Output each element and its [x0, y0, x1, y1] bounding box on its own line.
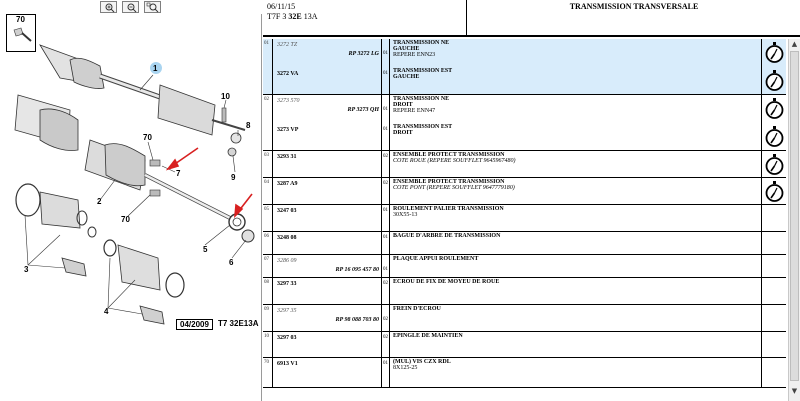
- description-cell: [391, 205, 762, 231]
- part-number[interactable]: 3297 03: [277, 335, 297, 341]
- part-number[interactable]: 3272 VA: [277, 71, 299, 77]
- description-cell: [391, 332, 762, 357]
- description-cell: [391, 278, 762, 304]
- description-cell: [391, 255, 762, 277]
- quantity: 01: [383, 127, 388, 132]
- parts-row[interactable]: [263, 39, 786, 95]
- parts-pane: [263, 0, 800, 401]
- diagram-toolbar: [0, 0, 262, 14]
- part-number[interactable]: 3286 09: [277, 258, 297, 264]
- parts-header: [263, 0, 800, 37]
- description-line: REPERE ENN47: [393, 108, 436, 114]
- description-line: PLAQUE APPUI ROULEMENT: [393, 256, 479, 262]
- parts-row[interactable]: [263, 278, 786, 305]
- description-line: TRANSMISSION EST: [393, 68, 453, 74]
- page-title: TRANSMISSION TRANSVERSALE: [569, 2, 699, 11]
- description-line: BAGUE D'ARBRE DE TRANSMISSION: [393, 233, 501, 239]
- row-index: 04: [263, 178, 273, 204]
- callout-7[interactable]: 7: [176, 169, 181, 178]
- quantity: 02: [383, 154, 388, 159]
- quantity: 02: [383, 335, 388, 340]
- description-cell: [391, 178, 762, 204]
- part-number[interactable]: 3247 03: [277, 208, 297, 214]
- zoom-in-icon: [101, 2, 118, 14]
- part-number-cell: [274, 232, 382, 254]
- part-number[interactable]: 3273 VP: [277, 127, 299, 133]
- qty-cell: [382, 305, 390, 331]
- stopwatch-icon[interactable]: [765, 153, 784, 180]
- qty-cell: [382, 178, 390, 204]
- header-code-bold: 32E: [288, 12, 302, 21]
- row-index: 07: [263, 255, 273, 277]
- inset-number: 70: [16, 15, 25, 24]
- part-number[interactable]: 3297 33: [277, 281, 297, 287]
- part-number[interactable]: 6913 V1: [277, 361, 298, 367]
- part-number[interactable]: 3287 A9: [277, 181, 298, 187]
- header-info: [263, 0, 467, 37]
- description-cell: [391, 39, 762, 94]
- header-code-prefix: T7F 3: [267, 12, 289, 21]
- quantity: 01: [383, 267, 388, 272]
- replacement-ref: RP 98 088 703 80: [335, 317, 379, 323]
- callout-5[interactable]: 5: [203, 245, 208, 254]
- icon-cell: [763, 332, 786, 357]
- parts-row[interactable]: [263, 205, 786, 232]
- row-index: 02: [263, 95, 273, 150]
- icon-cell: [763, 205, 786, 231]
- replacement-ref: RP 3273 QH: [347, 107, 379, 113]
- qty-cell: [382, 95, 390, 150]
- part-number[interactable]: 3297 35: [277, 308, 297, 314]
- part-number-cell: [274, 39, 382, 94]
- header-date: 06/11/15: [267, 2, 296, 11]
- part-number-cell: [274, 95, 382, 150]
- callout-70-lower[interactable]: 70: [121, 215, 130, 224]
- description-line: TRANSMISSION EST: [393, 124, 453, 130]
- row-index: 10: [263, 332, 273, 357]
- description-line: DROIT: [393, 102, 413, 108]
- diagram-date: 04/2009: [176, 319, 213, 330]
- row-index: 09: [263, 305, 273, 331]
- row-index: 08: [263, 278, 273, 304]
- qty-cell: [382, 278, 390, 304]
- quantity: 02: [383, 281, 388, 286]
- description-line: ROULEMENT PALIER TRANSMISSION: [393, 206, 504, 212]
- stopwatch-icon[interactable]: [765, 69, 784, 96]
- description-line: COTE PONT (REPERE SOUFFLET 9647779180): [393, 185, 515, 191]
- stopwatch-icon[interactable]: [765, 41, 784, 68]
- description-line: 30X55-13: [393, 212, 418, 218]
- parts-row[interactable]: [263, 151, 786, 178]
- replacement-ref: RP 3272 LG: [348, 51, 379, 57]
- parts-row[interactable]: [263, 255, 786, 278]
- zoom-fit-button[interactable]: [144, 1, 161, 13]
- quantity: 01: [383, 107, 388, 112]
- row-index: 01: [263, 39, 273, 94]
- description-line: GAUCHE: [393, 46, 420, 52]
- part-number[interactable]: 3273 570: [277, 98, 300, 104]
- parts-row[interactable]: [263, 305, 786, 332]
- icon-cell: [763, 95, 786, 150]
- part-number-cell: [274, 255, 382, 277]
- quantity: 01: [383, 71, 388, 76]
- description-cell: [391, 232, 762, 254]
- description-line: GAUCHE: [393, 74, 420, 80]
- description-line: TRANSMISSION NE: [393, 40, 450, 46]
- scroll-down-arrow-icon[interactable]: ▼: [791, 387, 798, 395]
- callout-1[interactable]: 1: [153, 64, 158, 73]
- part-number-cell: [274, 358, 382, 387]
- description-line: ECROU DE FIX DE MOYEU DE ROUE: [393, 279, 500, 285]
- description-line: EPINGLE DE MAINTIEN: [393, 333, 463, 339]
- part-number[interactable]: 3248 08: [277, 235, 297, 241]
- description-line: (MUL) VIS CZX RDL: [393, 359, 451, 365]
- icon-cell: [763, 39, 786, 94]
- quantity: 01: [383, 208, 388, 213]
- part-number-cell: [274, 332, 382, 357]
- description-line: FREIN D'ECROU: [393, 306, 441, 312]
- quantity: 01: [383, 235, 388, 240]
- qty-cell: [382, 151, 390, 177]
- parts-row[interactable]: [263, 232, 786, 255]
- part-number-cell: [274, 151, 382, 177]
- callout-3[interactable]: 3: [24, 265, 29, 274]
- stopwatch-icon[interactable]: [765, 125, 784, 152]
- exploded-view-diagram: [0, 0, 262, 401]
- icon-cell: [763, 278, 786, 304]
- qty-cell: [382, 39, 390, 94]
- icon-cell: [763, 255, 786, 277]
- diagram-ref-code: T7 32E13A: [218, 319, 259, 328]
- vertical-scrollbar[interactable]: [788, 39, 800, 401]
- qty-cell: [382, 332, 390, 357]
- callout-8[interactable]: 8: [246, 121, 251, 130]
- row-index: 06: [263, 232, 273, 254]
- row-index: 70: [263, 358, 273, 387]
- callout-9[interactable]: 9: [231, 173, 236, 182]
- description-line: COTE ROUE (REPERE SOUFFLET 9645967480): [393, 158, 516, 164]
- description-cell: [391, 358, 762, 387]
- quantity: 02: [383, 317, 388, 322]
- qty-cell: [382, 358, 390, 387]
- part-number-cell: [274, 178, 382, 204]
- icon-cell: [763, 151, 786, 177]
- diagram-pane: [0, 0, 262, 401]
- callout-4[interactable]: 4: [104, 307, 109, 316]
- zoom-out-button[interactable]: [122, 1, 139, 13]
- quantity: 02: [383, 181, 388, 186]
- icon-cell: [763, 358, 786, 387]
- parts-row[interactable]: [263, 332, 786, 358]
- part-number-cell: [274, 278, 382, 304]
- description-line: TRANSMISSION NE: [393, 96, 450, 102]
- scroll-thumb[interactable]: [790, 51, 799, 381]
- callout-10[interactable]: 10: [221, 92, 230, 101]
- header-code: [267, 12, 317, 21]
- row-index: 05: [263, 205, 273, 231]
- callout-2[interactable]: 2: [97, 197, 102, 206]
- part-number-cell: [274, 205, 382, 231]
- callout-70-upper[interactable]: 70: [143, 133, 152, 142]
- zoom-in-button[interactable]: [100, 1, 117, 13]
- zoom-out-icon: [123, 2, 140, 14]
- part-number[interactable]: 3293 31: [277, 154, 297, 160]
- row-index: 03: [263, 151, 273, 177]
- parts-row[interactable]: [263, 358, 786, 388]
- zoom-fit-icon: [145, 2, 162, 14]
- parts-row[interactable]: [263, 178, 786, 205]
- qty-cell: [382, 232, 390, 254]
- icon-cell: [763, 305, 786, 331]
- replacement-ref: RP 16 095 457 80: [335, 267, 379, 273]
- stopwatch-icon[interactable]: [765, 180, 784, 207]
- callout-6[interactable]: 6: [229, 258, 234, 267]
- quantity: 01: [383, 361, 388, 366]
- drive-shaft-joint: [15, 95, 78, 151]
- parts-table: [263, 39, 786, 388]
- icon-cell: [763, 232, 786, 254]
- parts-row[interactable]: [263, 95, 786, 151]
- description-line: 8X125-25: [393, 365, 418, 371]
- part-number[interactable]: 3272 TZ: [277, 42, 298, 48]
- description-line: ENSEMBLE PROTECT TRANSMISSION: [393, 179, 505, 185]
- quantity: 01: [383, 51, 388, 56]
- description-cell: [391, 305, 762, 331]
- part-number-cell: [274, 305, 382, 331]
- description-cell: [391, 95, 762, 150]
- description-line: REPERE ENN23: [393, 52, 436, 58]
- description-line: ENSEMBLE PROTECT TRANSMISSION: [393, 152, 505, 158]
- description-line: DROIT: [393, 130, 413, 136]
- boot-kit-gearbox-side: [104, 240, 184, 324]
- header-code-suffix: 13A: [301, 12, 318, 21]
- scroll-up-arrow-icon[interactable]: ▲: [791, 40, 798, 48]
- drive-shaft-right: [85, 140, 230, 218]
- stopwatch-icon[interactable]: [765, 97, 784, 124]
- qty-cell: [382, 255, 390, 277]
- qty-cell: [382, 205, 390, 231]
- description-cell: [391, 151, 762, 177]
- icon-cell: [763, 178, 786, 204]
